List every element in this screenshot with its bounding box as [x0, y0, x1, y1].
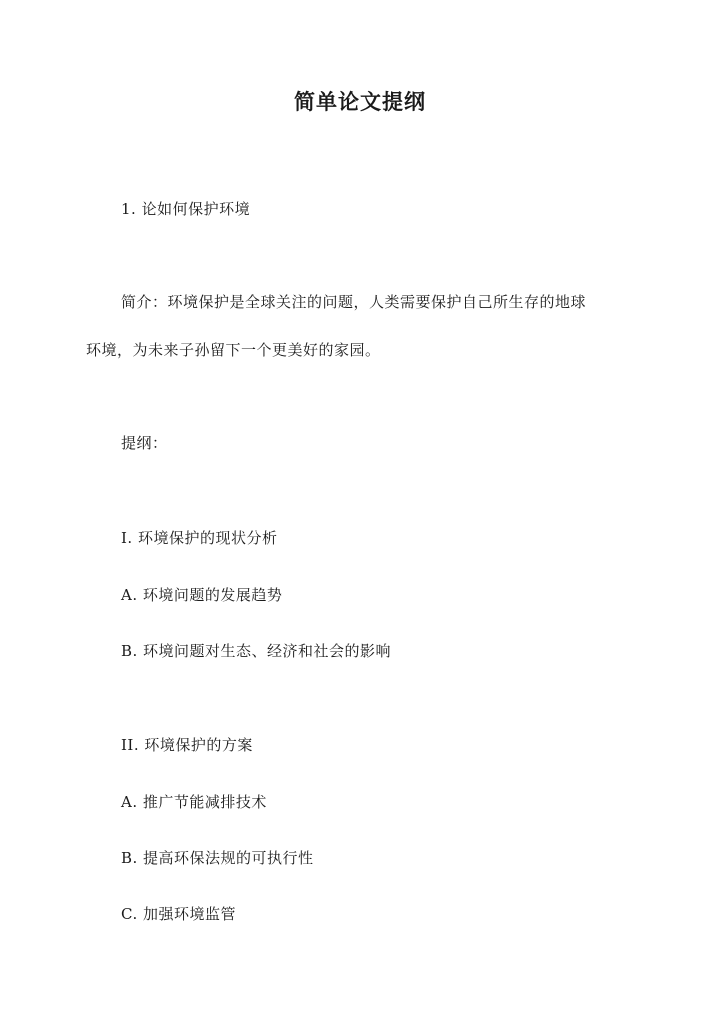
essay-topic: 1. 论如何保护环境: [121, 200, 251, 218]
section-heading: I. 环境保护的现状分析: [121, 529, 278, 547]
intro-text-line-2: 环境，为未来子孙留下一个更美好的家园。: [86, 341, 381, 359]
outline-item: A. 推广节能减排技术: [121, 793, 267, 811]
outline-item: A. 环境问题的发展趋势: [121, 586, 283, 604]
outline-item: B. 环境问题对生态、经济和社会的影响: [121, 642, 392, 660]
outline-heading: 提纲：: [121, 434, 168, 452]
section-heading: II. 环境保护的方案: [121, 736, 253, 754]
document-title: 简单论文提纲: [294, 89, 426, 114]
intro-text-line-1: 简介：环境保护是全球关注的问题，人类需要保护自己所生存的地球: [121, 293, 587, 311]
outline-item: B. 提高环保法规的可执行性: [121, 849, 314, 867]
outline-item: C. 加强环境监管: [121, 905, 236, 923]
